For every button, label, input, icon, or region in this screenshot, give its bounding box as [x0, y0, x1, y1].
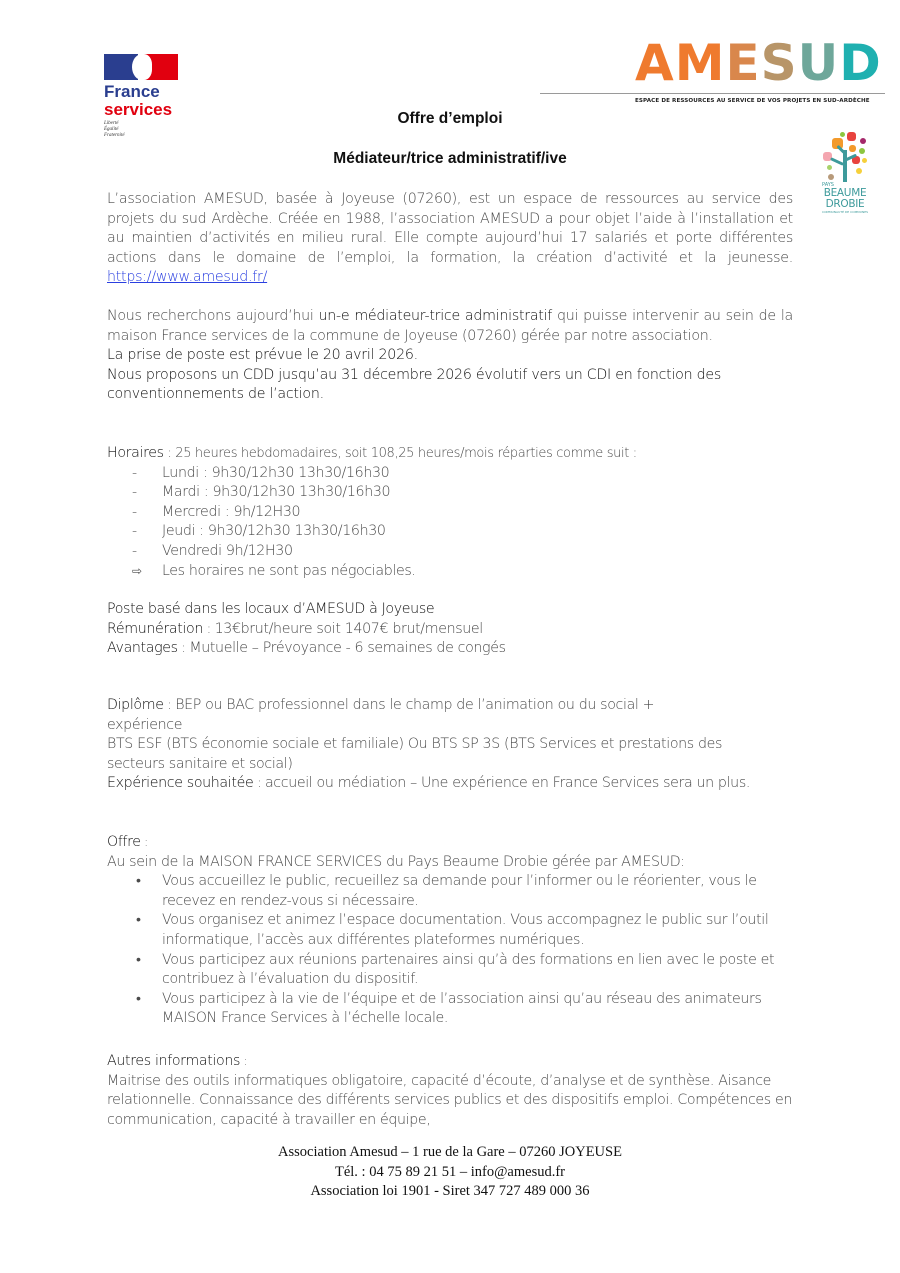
experience-value: accueil ou médiation – Une expérience en France Services sera un plus. [264, 775, 751, 792]
duty-text: Vous participez aux réunions partenaires ainsi qu’à des formations en lien avec le poste et contribuez à l’évaluation du dispositif. [162, 951, 775, 988]
label-separator: : [240, 1054, 248, 1068]
duty-text: Vous organisez et animez l’espace documentation. Vous accompagnez le public sur l’outil informatique, l’accès aux différentes plateformes numériques. [162, 912, 769, 948]
footer [0, 1143, 900, 1202]
bullet-icon: • [136, 990, 141, 1007]
website-link[interactable]: https://www.amesud.fr/ [107, 269, 268, 286]
benefits [107, 639, 793, 659]
marianne-flag-icon [104, 54, 178, 80]
hours-summary-text: 25 heures hebdomadaires, soit 108,25 heures/mois réparties comme suit : [175, 446, 637, 461]
diploma-value: BEP ou BAC professionnel dans le champ de l’animation ou du social + expérience [107, 697, 655, 733]
bullet-icon: • [136, 873, 141, 890]
amesud-wordmark [635, 34, 890, 92]
schedule-item [132, 542, 793, 562]
motto-liberte: Liberté [104, 121, 119, 126]
beaume-drobie-line1: BEAUME [823, 187, 867, 199]
duty-item [132, 872, 793, 911]
duty-item [132, 990, 772, 1029]
hours-summary [107, 444, 793, 464]
beaume-drobie-subtitle: COMMUNAUTÉ DE COMMUNES [821, 210, 869, 214]
header-divider [540, 93, 885, 94]
beaume-drobie-pays: PAYS [822, 182, 834, 188]
benefits-value: Mutuelle – Prévoyance - 6 semaines de congés [189, 640, 506, 657]
role-highlight: un-e médiateur-trice administratif [318, 308, 553, 324]
footer-contact: Tél. : 04 75 89 21 51 – info@amesud.fr [334, 1163, 565, 1180]
schedule-item [132, 503, 793, 523]
amesud-letter: M [674, 34, 726, 92]
position-section [107, 600, 793, 659]
schedule-text: Jeudi : 9h30/12h30 13h30/16h30 [162, 523, 386, 540]
contract-info: Nous proposons un CDD jusqu’au 31 décembre 2026 évolutif vers un CDI en fonction des conventionnements de l’action. [107, 366, 721, 403]
position-title: Médiateur/trice administratif/ive [333, 150, 567, 167]
amesud-letter: E [725, 34, 761, 92]
label-separator: : [177, 641, 190, 657]
offer-section [107, 833, 793, 1029]
bullet-icon: • [136, 912, 141, 929]
diploma-label: Diplôme [107, 697, 164, 713]
duty-text: Vous accueillez le public, recueillez sa demande pour l’informer ou le réorienter, vous le recevez en rendez-vous si nécessaire. [162, 873, 757, 909]
duty-item [132, 951, 793, 990]
other-info-label: Autres informations [107, 1053, 241, 1069]
label-separator: : [140, 835, 148, 849]
other-info-text: Maitrise des outils informatiques obligatoire, capacité d’écoute, d’analyse et de synthèse. Aisance relationnelle. Connaissance des différents services publics et des dispositifs emploi. Compétences en communication, capacité à travailler en équipe, [107, 1072, 793, 1128]
other-info-heading [107, 1052, 793, 1072]
beaume-drobie-line2: DROBIE [825, 198, 865, 210]
offer-intro: Au sein de la MAISON FRANCE SERVICES du Pays Beaume Drobie gérée par AMESUD: [107, 853, 685, 870]
location: Poste basé dans les locaux d’AMESUD à Joyeuse [107, 601, 435, 617]
requirements-section [107, 696, 793, 794]
france-services-logo [104, 54, 184, 146]
amesud-logo [635, 34, 890, 104]
hours-section [107, 444, 793, 581]
document-title: Offre d’emploi [397, 110, 503, 127]
schedule-item [132, 464, 793, 484]
motto-egalite: Égalité [104, 127, 119, 132]
dash-marker: - [132, 503, 137, 520]
search-suffix: qui puisse intervenir au sein de la maison France services de la commune de Joyeuse (07260) gérée par notre association. [107, 308, 793, 344]
duty-item [132, 911, 793, 950]
intro-text: L’association AMESUD, basée à Joyeuse (07260), est un espace de ressources au service des projets du sud Ardèche. Créée en 1988, l’association AMESUD a pour objet l’aide à l’installation et au maintien d’activités en milieu rural. Elle compte aujourd’hui 17 salariés et porte différentes actions dans le domaine de l’emploi, la formation, la création d’activité et la jeunesse. [107, 191, 793, 266]
diploma-alt: BTS ESF (BTS économie sociale et familiale) Ou BTS SP 3S (BTS Services et prestations des secteurs sanitaire et social) [107, 736, 723, 772]
motto-fraternite: Fraternité [104, 133, 125, 138]
schedule-item [132, 483, 793, 503]
experience-label: Expérience souhaitée [107, 775, 254, 792]
france-services-logo-line2: services [104, 100, 173, 119]
dash-marker: - [132, 523, 137, 540]
label-separator: : [163, 698, 176, 713]
dash-marker: - [132, 464, 137, 481]
intro-paragraph [107, 190, 793, 288]
dash-marker: - [132, 484, 137, 501]
france-services-logo-line1: France [104, 82, 160, 101]
schedule-item [132, 522, 793, 542]
schedule-note [132, 562, 793, 582]
label-separator: : [163, 446, 176, 461]
search-paragraph [107, 307, 793, 346]
amesud-letter: D [839, 34, 882, 92]
schedule-list [132, 464, 793, 582]
amesud-tagline: ESPACE DE RESSOURCES AU SERVICE DE VOS PROJETS EN SUD-ARDÈCHE [635, 98, 870, 104]
duty-text: Vous participez à la vie de l’équipe et de l’association ainsi qu’au réseau des animateurs MAISON France Services à l’échelle locale. [162, 990, 762, 1027]
schedule-text: Mercredi : 9h/12H30 [162, 503, 301, 520]
dash-marker: - [132, 542, 137, 559]
experience [107, 774, 793, 794]
start-date: La prise de poste est prévue le 20 avril 2026. [107, 347, 418, 364]
schedule-text: Lundi : 9h30/12h30 13h30/16h30 [162, 464, 390, 481]
benefits-label: Avantages [107, 640, 178, 657]
arrow-right-icon: ⇨ [132, 563, 142, 578]
label-separator: : [253, 776, 265, 792]
schedule-note-text: Les horaires ne sont pas négociables. [162, 562, 416, 579]
amesud-letter: S [760, 34, 798, 92]
beaume-drobie-logo [818, 130, 872, 215]
duties-list [132, 872, 793, 1029]
search-section [107, 307, 793, 405]
footer-address: Association Amesud – 1 rue de la Gare – 07260 JOYEUSE [278, 1144, 622, 1160]
schedule-text: Vendredi 9h/12H30 [162, 542, 293, 559]
diploma [107, 696, 727, 735]
schedule-text: Mardi : 9h30/12h30 13h30/16h30 [162, 484, 391, 501]
bullet-icon: • [136, 951, 141, 968]
salary-label: Rémunération [107, 620, 203, 637]
amesud-letter: U [797, 34, 840, 92]
footer-legal: Association loi 1901 - Siret 347 727 489 000 36 [310, 1183, 590, 1199]
amesud-letter: A [635, 34, 675, 92]
offer-label: Offre [107, 834, 141, 850]
hours-label: Horaires [107, 445, 164, 461]
salary-value: 13€brut/heure soit 1407€ brut/mensuel [214, 620, 483, 637]
search-prefix: Nous recherchons aujourd’hui [107, 308, 319, 324]
offer-heading [107, 833, 793, 853]
label-separator: : [203, 621, 215, 637]
salary [107, 620, 793, 640]
other-info-section [107, 1052, 793, 1130]
